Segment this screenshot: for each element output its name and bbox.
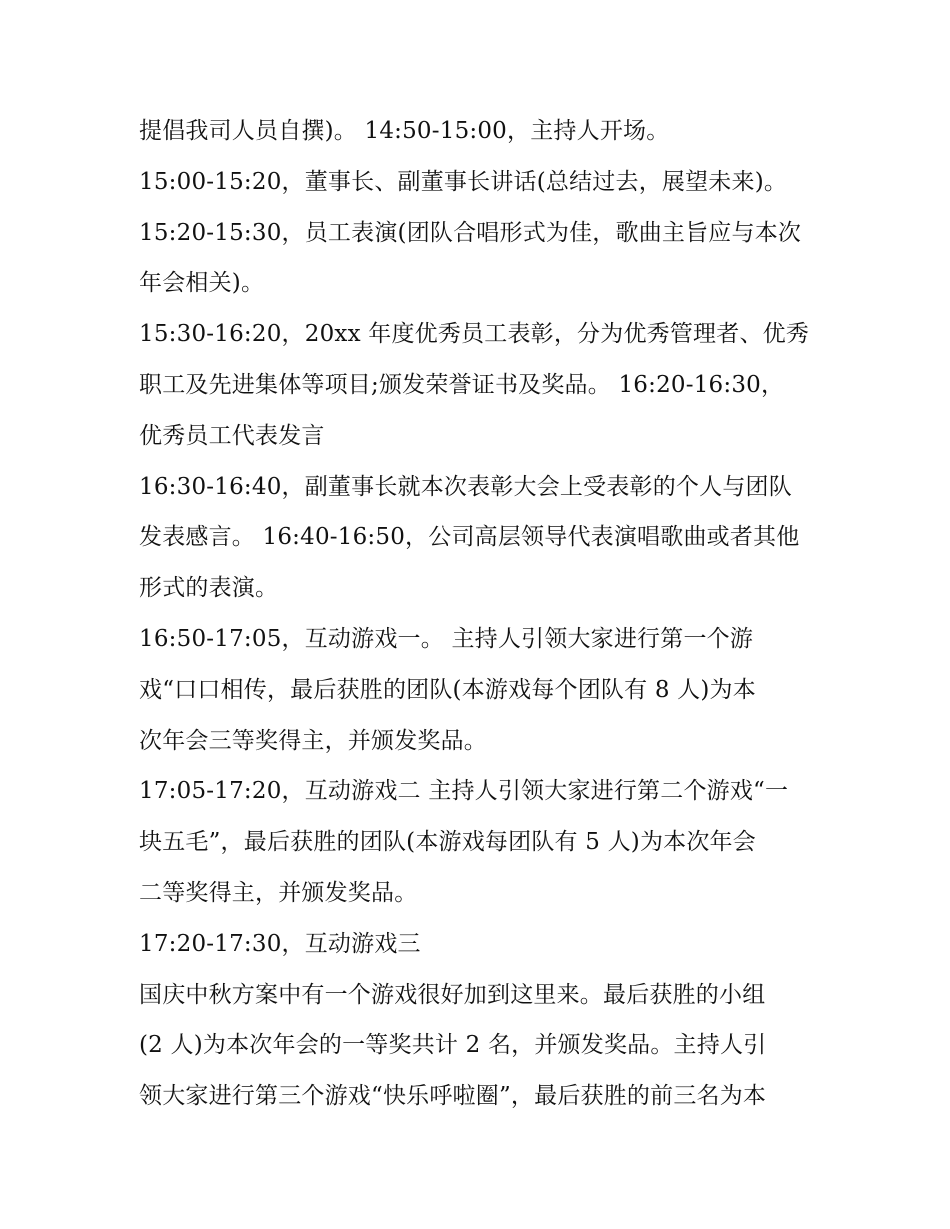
document-body bbox=[139, 106, 819, 1122]
text-line: (2 人)为本次年会的一等奖共计 2 名，并颁发奖品。主持人引 bbox=[139, 1032, 767, 1059]
text-line: 职工及先进集体等项目;颁发荣誉证书及奖品。 16:20-16:30， bbox=[139, 371, 785, 398]
text-line: 戏“口口相传，最后获胜的团队(本游戏每个团队有 8 人)为本 bbox=[139, 676, 756, 703]
text-line: 15:00-15:20，董事长、副董事长讲话(总结过去，展望未来)。 bbox=[139, 168, 788, 195]
text-line: 提倡我司人员自撰)。 14:50-15:00，主持人开场。 bbox=[139, 118, 670, 144]
text-line: 17:05-17:20，互动游戏二 主持人引领大家进行第二个游戏“一 bbox=[139, 778, 789, 805]
text-line: 次年会三等奖得主，并颁发奖品。 bbox=[139, 727, 487, 754]
text-line: 16:50-17:05，互动游戏一。 主持人引领大家进行第一个游 bbox=[139, 625, 754, 652]
text-line: 领大家进行第三个游戏“快乐呼啦圈”，最后获胜的前三名为本 bbox=[139, 1083, 767, 1110]
text-line: 国庆中秋方案中有一个游戏很好加到这里来。最后获胜的小组 bbox=[139, 981, 766, 1008]
text-line: 二等奖得主，并颁发奖品。 bbox=[139, 879, 418, 906]
text-line: 17:20-17:30，互动游戏三 bbox=[139, 930, 421, 957]
text-line: 块五毛”，最后获胜的团队(本游戏每团队有 5 人)为本次年会 bbox=[139, 829, 756, 856]
text-line: 16:30-16:40，副董事长就本次表彰大会上受表彰的个人与团队 bbox=[139, 473, 792, 500]
text-line: 优秀员工代表发言 bbox=[139, 422, 325, 449]
text-line: 年会相关)。 bbox=[139, 270, 265, 297]
text-line: 15:30-16:20，20xx 年度优秀员工表彰，分为优秀管理者、优秀 bbox=[139, 321, 810, 348]
text-line: 发表感言。 16:40-16:50，公司高层领导代表演唱歌曲或者其他 bbox=[139, 524, 800, 551]
text-line: 15:20-15:30，员工表演(团队合唱形式为佳，歌曲主旨应与本次 bbox=[139, 219, 802, 246]
text-line: 形式的表演。 bbox=[139, 575, 279, 602]
